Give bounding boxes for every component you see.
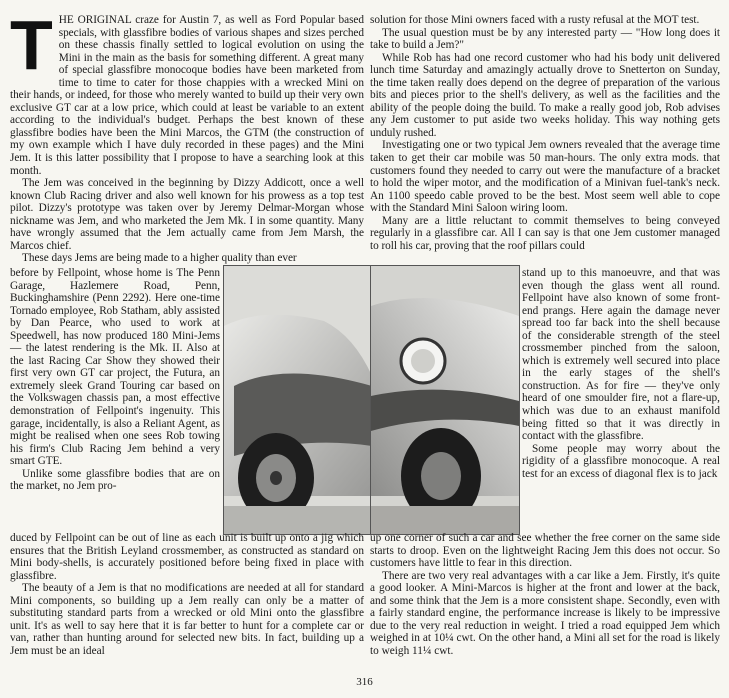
left-paragraph-1: HE ORIGINAL craze for Austin 7, as well as Ford Popular based specials, with glassfibre bodies of various shapes and sizes perched on these chassis finally settled to logical evolution on using the Mini in the main as the basis for something different. A great many of special glassfibre monocoque bodies have been marketed from time to time to cater for those chappies with a wrecked Mini on their hands, or indeed, for those who merely wanted to build up their very own exclusive GT car at a low price, which could at least be variable to an extent according to the individual's budget. Perhaps the best known of these glassfibre bodies have been the Mini Marcos, the GTM (the construction of my own example which I have duly recorded in these pages) and the Mini Jem. It is this latter possibility that I propose to have a searching look at this month. [10, 14, 364, 177]
right-narrow-column [522, 267, 720, 480]
right-paragraph-5-start: Many are a little reluctant to commit themselves to being conveyed regularly in a glassfibre car. All I can say is that one Jem customer managed to roll his car, proving that the roof pillars could [370, 214, 720, 252]
right-paragraph-1: solution for those Mini owners faced with a rusty refusal at the MOT test. [370, 14, 700, 26]
left-narrow-column [10, 267, 220, 493]
left-paragraph-2: The Jem was conceived in the beginning by Dizzy Addicott, once a well known Club Racing driver and also well known for his prowess as a top test pilot. Dizzy's prototype was taken over by Jeremy Delmar-Morgan whose nickname was Jem, and who marketed the Jem Mk. I in some quantity. Many have wrongly assumed that the Jem actually came from Jem Marsh, the Marcos chief. [10, 177, 364, 252]
left-bottom-text [10, 532, 364, 657]
left-column [10, 6, 364, 265]
car-photo-left [223, 265, 373, 535]
right-paragraph-2: The usual question must be by any interested party — "How long does it take to build a Jem?" [370, 26, 720, 52]
right-paragraph-3: While Rob has had one record customer who had his body unit delivered lunch time Saturday and amazingly actually drove to Snetterton on Sunday, the time taken really does depend on the degree of preparation of the various bits and pieces prior to the shell's delivery, as well as the facilities and the ability of the people doing the build. To make a really good job, Rob advises any Jem customer to put aside two weeks holiday. This way nothing gets unduly rushed. [370, 51, 720, 139]
left-paragraph-3-start: These days Jems are being made to a higher quality than ever [22, 252, 297, 265]
right-paragraph-5-cont: stand up to this manoeuvre, and that was even though the glass went all round. Fellpoint have also known of some front-end prangs. Here again the damage never spread too far back into the shell because of the considerable strength of the steel crossmember pinched from the saloon, which is extremely well secured into place in the early stages of the shell's construction. As for fire — they've only heard of one smoulder fire, not a flare-up, which was due to an exhaust manifold being fitted so that it was directly in contact with the glassfibre. [522, 267, 720, 443]
left-paragraph-4-start: Unlike some glassfibre bodies that are on the market, no Jem pro- [10, 467, 220, 493]
right-column [370, 14, 720, 252]
left-paragraph-3-cont: before by Fellpoint, whose home is The Penn Garage, Hazlemere Road, Penn, Buckinghamshire (Penn 2292). Here one-time Tornado employee, Rob Statham, ably assisted by Dan Pearce, who used to work at Speedwell, has now produced 180 Mini-Jems — the latest rendering is the Mk. II. Also at the last Racing Car Show they showed their first very own GT car project, the Futura, an extremely sleek Grand Touring car based on the Volkswagen chassis pan, a most effective demonstration of Fellpoint's ingenuity. This garage, incidentally, is also a Reliant Agent, as might be realised when one sees Rob towing his firm's Club Racing Jem behind a very smart GTE. [10, 267, 220, 468]
right-bottom-text [370, 532, 720, 657]
right-paragraph-6-start: Some people may worry about the rigidity of a glassfibre monocoque. A real test for an excess of diagonal flex is to jack [522, 442, 720, 480]
left-paragraph-4-cont: duced by Fellpoint can be out of line as each unit is built up onto a jig which ensures that the British Leyland crossmember, as constructed as standard on Mini body-shells, is accurately positioned before being fixed in place with glassfibre. [10, 532, 364, 582]
left-paragraph-5: The beauty of a Jem is that no modifications are needed at all for standard Mini components, so building up a Jem really can only be a matter of substituting standard parts from a wrecked or old Mini onto the glassfibre unit. It's as well to say here that it is far better to hunt for a complete car or van, rather than hunting around for selected new bits. In fact, building up a Jem must be an ideal [10, 582, 364, 657]
page-number: 316 [356, 676, 373, 688]
drop-cap: T [10, 6, 53, 84]
car-photo-right [370, 265, 520, 535]
right-paragraph-4: Investigating one or two typical Jem owners revealed that the average time taken to get their car mobile was 50 man-hours. The only extra mods. that customers found they needed to carry out were the manufacture of a bracket to hold the wiper motor, and the modification of a Minivan fuel-tank's neck. An 1100 speedo cable proved to be the best. Most seem well able to cope with the Standard Mini Saloon wiring loom. [370, 139, 720, 215]
right-paragraph-7: There are two very real advantages with a car like a Jem. Firstly, it's quite a good looker. A Mini-Marcos is higher at the front and lower at the back, and some think that the Jem is a more consistent shape. Secondly, even with a fairly standard engine, the performance increase is likely to be impressive due to the very real reduction in weight. I tried a road equipped Jem which weighed in at 10¼ cwt. On the other hand, a Mini all set for the road is likely to weigh 11¼ cwt. [370, 569, 720, 657]
right-paragraph-6-cont: up one corner of such a car and see whether the free corner on the same side starts to droop. Even on the lightweight Racing Jem this does not occur. So customers have little to fear in this direction. [370, 532, 720, 570]
